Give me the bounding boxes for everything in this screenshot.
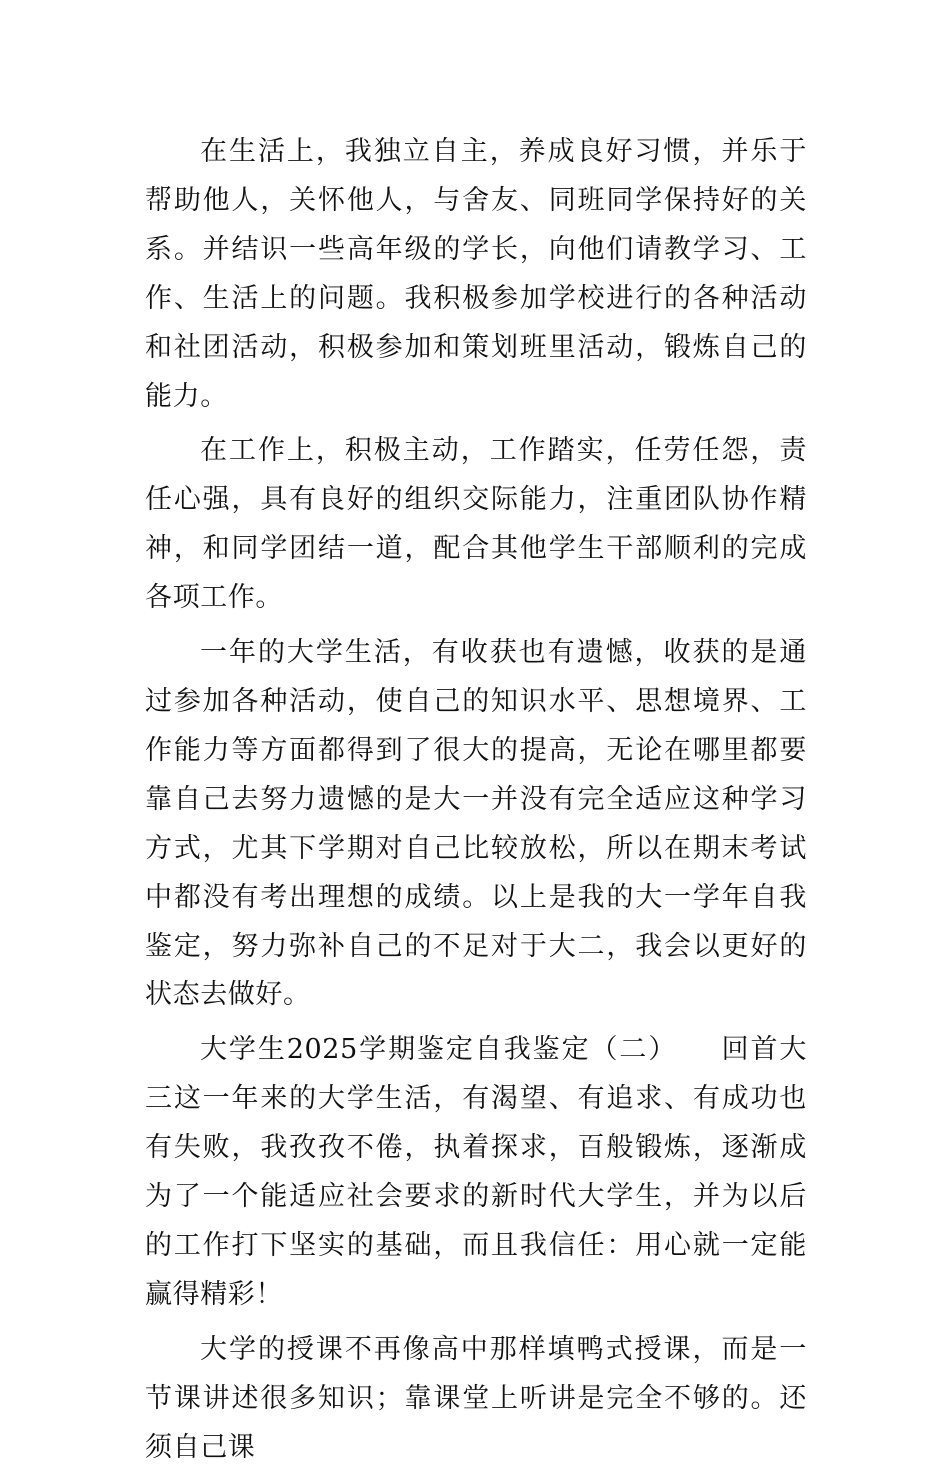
paragraph-work: 在工作上，积极主动，工作踏实，任劳任怨，责任心强，具有良好的组织交际能力，注重团队协作精神，和同学团结一道，配合其他学生干部顺利的完成各项工作。 xyxy=(145,435,807,614)
paragraph-appraisal-two: 大学生2025学期鉴定自我鉴定（二） 回首大三这一年来的大学生活，有渴望、有追求、有成功也有失败，我孜孜不倦，执着探求，百般锻炼，逐渐成为了一个能适应社会要求的新时代大学生，并为以后的工作打下坚实的基础，而且我信任：用心就一定能赢得精彩！ xyxy=(145,1034,807,1310)
paragraph-year-summary: 一年的大学生活，有收获也有遗憾，收获的是通过参加各种活动，使自己的知识水平、思想境界、工作能力等方面都得到了很大的提高，无论在哪里都要靠自己去努力遗憾的是大一并没有完全适应这种学习方式，尤其下学期对自己比较放松，所以在期末考试中都没有考出理想的成绩。以上是我的大一学年自我鉴定，努力弥补自己的不足对于大二，我会以更好的状态去做好。 xyxy=(145,637,807,1011)
paragraph-teaching: 大学的授课不再像高中那样填鸭式授课，而是一节课讲述很多知识；靠课堂上听讲是完全不够的。还须自己课 xyxy=(145,1333,807,1463)
paragraph-life: 在生活上，我独立自主，养成良好习惯，并乐于帮助他人，关怀他人，与舍友、同班同学保持好的关系。并结识一些高年级的学长，向他们请教学习、工作、生活上的问题。我积极参加学校进行的各种活动和社团活动，积极参加和策划班里活动，锻炼自己的能力。 xyxy=(145,136,807,412)
document-body xyxy=(145,128,807,1478)
